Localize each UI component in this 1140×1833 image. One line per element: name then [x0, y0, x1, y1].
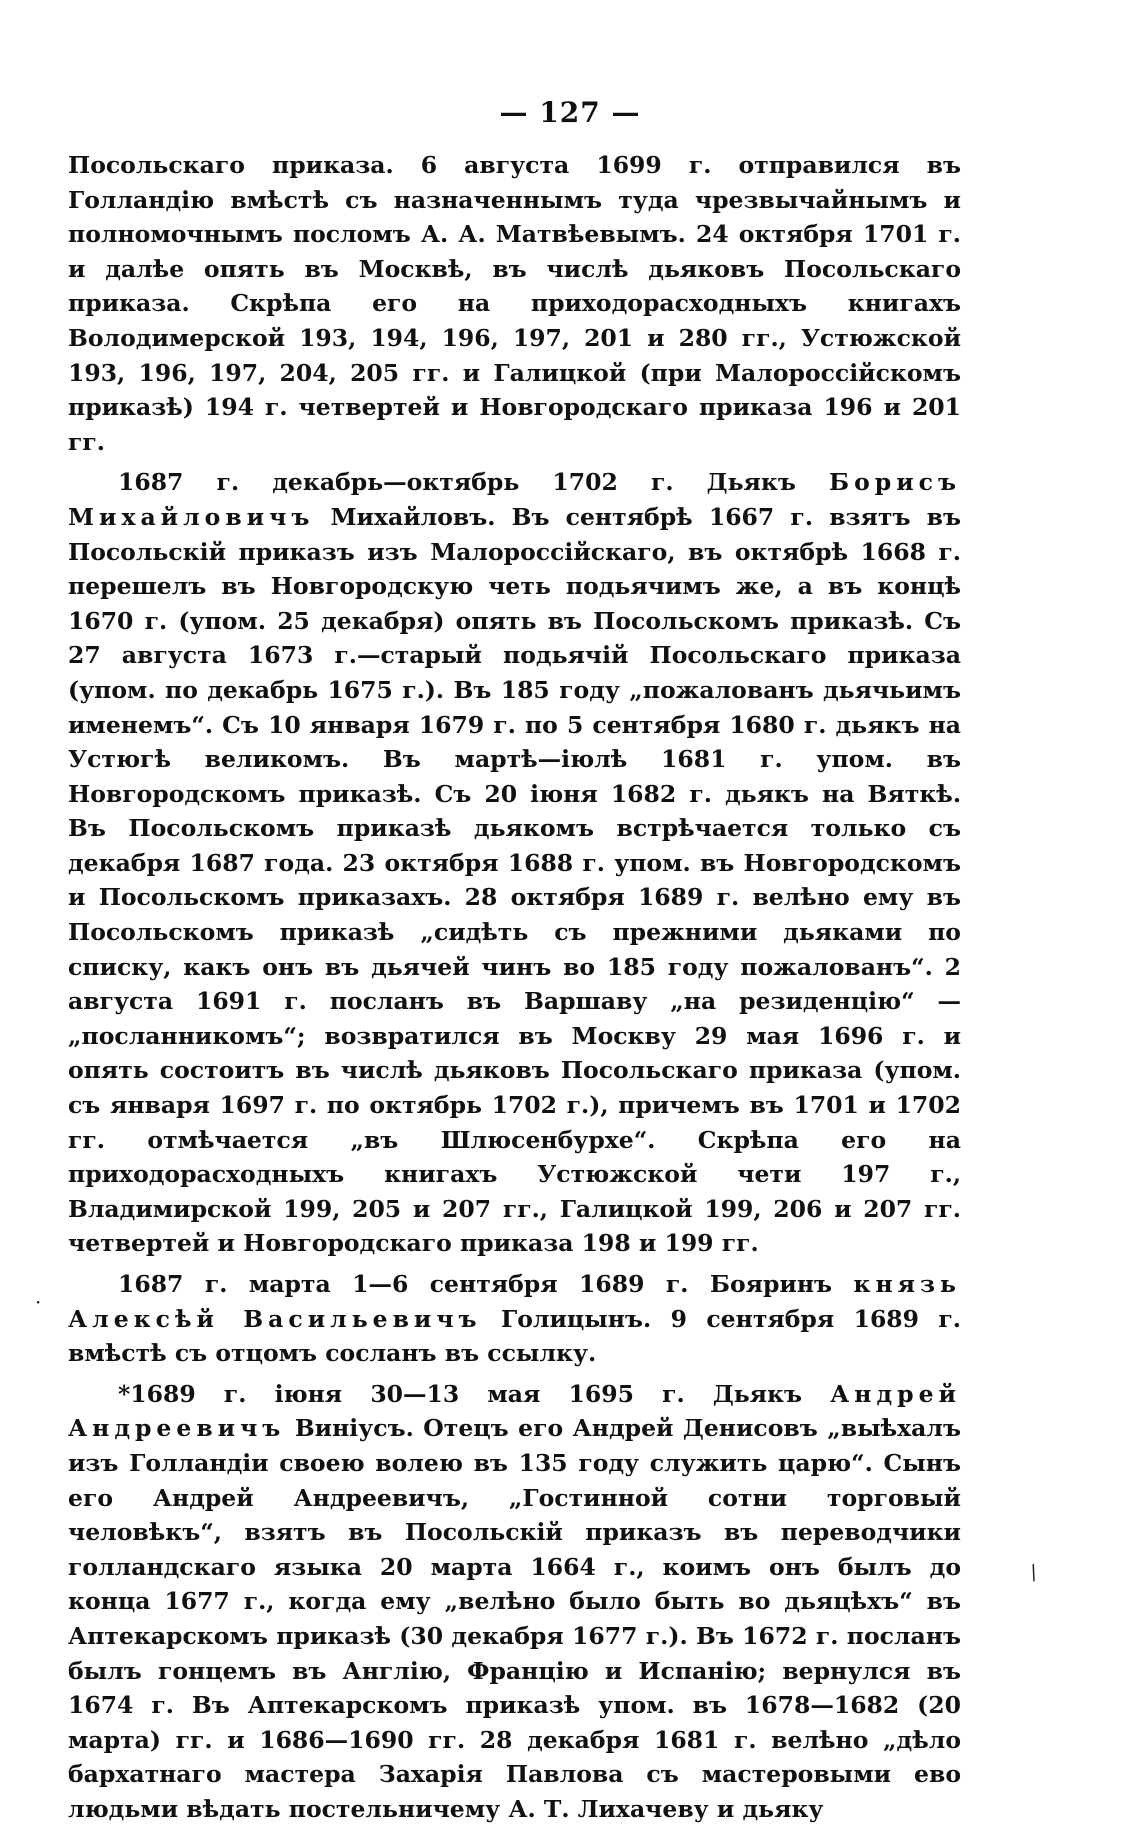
entry-date-end: 1702	[552, 468, 618, 497]
text-body	[68, 148, 961, 1833]
entry-surname: Михайловъ	[330, 502, 488, 531]
entry-title: г. Дьякъ	[617, 468, 830, 497]
margin-dot-mark: ·	[35, 1290, 42, 1314]
entry-golitsyn	[68, 1267, 961, 1371]
entry-text: . 9 сентября 1689 г. вмѣстѣ съ отцомъ сосланъ въ ссылку.	[68, 1304, 961, 1368]
entry-title: г. Дьякъ	[633, 1379, 831, 1408]
entry-date-range: г. декабрь—октябрь	[183, 468, 553, 497]
entry-given-names: Борисъ Михайловичъ	[68, 468, 961, 531]
entry-date-end: 1689	[579, 1270, 645, 1298]
entry-date-range: г. іюня 30—13 мая	[195, 1379, 569, 1408]
entry-given-names: князь Алексѣй Васильевичъ	[68, 1270, 961, 1333]
entry-date-start: 1687	[118, 468, 184, 497]
entry-mikhailov	[68, 465, 961, 1261]
entry-text: . Отецъ его Андрей Денисовъ „выѣхалъ изъ Голландіи своею волею въ 135 году служить царю“. Сынъ его Андрей Андреевичъ, „Гостинной сотни торговый человѣкъ“, взятъ въ Посольскій приказъ въ переводчики голландскаго языка 20 марта 1664 г., коимъ онъ былъ до конца 1677 г., когда ему „велѣно было быть во дьяцѣхъ“ въ Аптекарскомъ приказѣ (30 декабря 1677 г.). Въ 1672 г. посланъ былъ гонцемъ въ Англію, Францію и Испанію; вернулся въ 1674 г. Въ Аптекарскомъ приказѣ упом. въ 1678—1682 (20 марта) гг. и 1686—1690 гг. 28 декабря 1681 г. велѣно „дѣло бархатнаго мастера Захарія Павлова съ мастеровыми ево людьми вѣдать постельничему А. Т. Лихачеву и дьяку	[68, 1414, 961, 1823]
paragraph-text: Посольскаго приказа. 6 августа 1699 г. отправился въ Голландію вмѣстѣ съ назначеннымъ туда чрезвычайнымъ и полномочнымъ посломъ А. А. Матвѣевымъ. 24 октября 1701 г. и далѣе опять въ Москвѣ, въ числѣ дьяковъ Посольскаго приказа. Скрѣпа его на приходорасходныхъ книгахъ Володимерской 193, 194, 196, 197, 201 и 280 гг., Устюжской 193, 196, 197, 204, 205 гг. и Галицкой (при Малороссійскомъ приказѣ) 194 г. четвертей и Новгородскаго приказа 196 и 201 гг.	[68, 151, 961, 456]
entry-surname: Виніусъ	[294, 1414, 406, 1443]
entry-text: . Въ сентябрѣ 1667 г. взятъ въ Посольскій приказъ изъ Малороссійскаго, въ октябрѣ 1668 г. перешелъ въ Новгородскую четь подьячимъ же, а въ концѣ 1670 г. (упом. 25 декабря) опять въ Посольскомъ приказѣ. Съ 27 августа 1673 г.—старый подьячій Посольскаго приказа (упом. по декабрь 1675 г.). Въ 185 году „пожалованъ дьячьимъ именемъ“. Съ 10 января 1679 г. по 5 сентября 1680 г. дьякъ на Устюгѣ великомъ. Въ мартѣ—іюлѣ 1681 г. упом. въ Новгородскомъ приказѣ. Съ 20 іюня 1682 г. дьякъ на Вяткѣ. Въ Посольскомъ приказѣ дьякомъ встрѣчается только съ декабря 1687 года. 23 октября 1688 г. упом. въ Новгородскомъ и Посольскомъ приказахъ. 28 октября 1689 г. велѣно ему въ Посольскомъ приказѣ „сидѣть съ прежними дьяками по списку, какъ онъ въ дьячей чинъ во 185 году пожалованъ“. 2 августа 1691 г. посланъ въ Варшаву „на резиденцію“ — „посланникомъ“; возвратился въ Москву 29 мая 1696 г. и опять состоитъ въ числѣ дьяковъ Посольскаго приказа (упом. съ января 1697 г. по октябрь 1702 г.), причемъ въ 1701 и 1702 гг. отмѣчается „въ Шлюсенбурхе“. Скрѣпа его на приходорасходныхъ книгахъ Устюжской чети 197 г., Владимирской 199, 205 и 207 гг., Галицкой 199, 206 и 207 гг. четвертей и Новгородскаго приказа 198 и 199 гг.	[68, 502, 961, 1258]
margin-slash-mark: /	[1026, 1559, 1041, 1585]
entry-asterisk: *	[118, 1379, 131, 1408]
entry-given-names: Андрей Андреевичъ	[68, 1379, 961, 1443]
entry-date-end: 1695	[568, 1379, 634, 1408]
entry-date-start: 1689	[130, 1379, 196, 1408]
entry-vinius	[68, 1377, 961, 1827]
paragraph-continuation	[68, 148, 961, 459]
entry-title: г. Бояринъ	[644, 1270, 854, 1298]
entry-date-range: г. марта 1—6 сентября	[183, 1270, 580, 1298]
entry-date-start: 1687	[118, 1270, 184, 1298]
entry-surname: Голицынъ	[500, 1304, 644, 1333]
page-number: — 127 —	[499, 96, 641, 129]
